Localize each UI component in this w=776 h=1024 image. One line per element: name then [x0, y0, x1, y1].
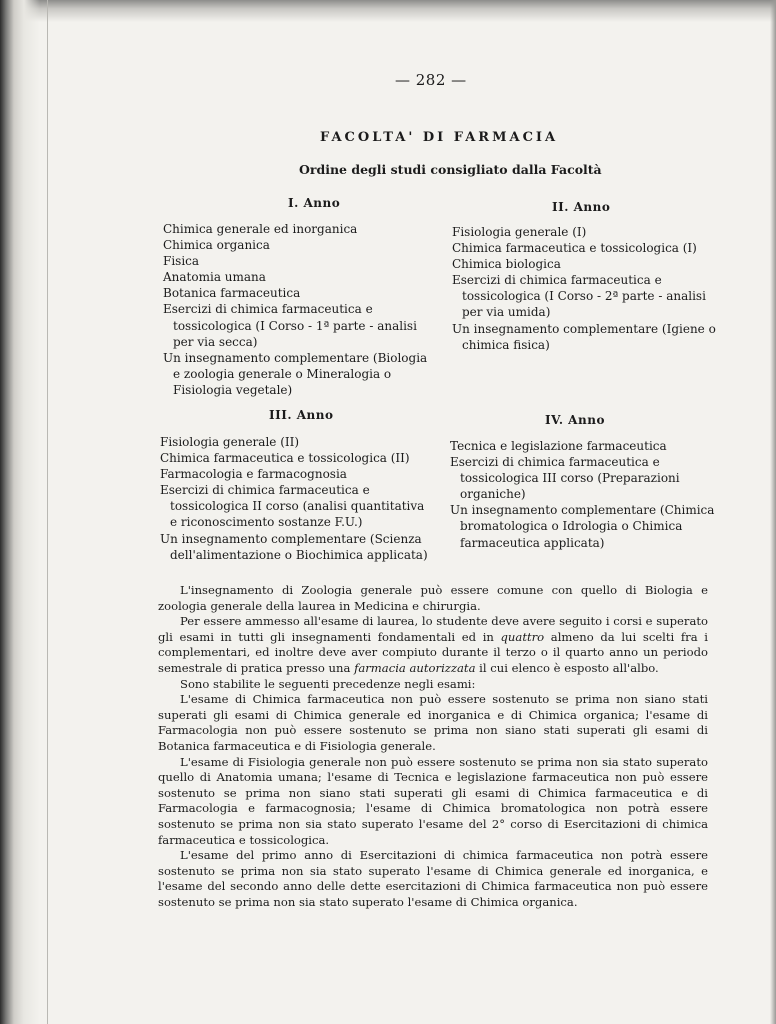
list-item: Un insegnamento complementare (Chimica bromatologica o Idrologia o Chimica farmaceutica applicata) [450, 503, 715, 550]
scan-top-edge [0, 0, 776, 22]
scan-margin-line [47, 0, 48, 1024]
year-3-heading: III. Anno [269, 408, 334, 422]
list-item: Un insegnamento complementare (Scienza dell'alimentazione o Biochimica applicata) [160, 531, 428, 562]
list-item: Fisiologia generale (II) [160, 435, 300, 449]
year-1-list [163, 221, 438, 398]
list-item: Chimica generale ed inorganica [163, 222, 358, 236]
year-4-list [450, 438, 718, 551]
list-item: Fisiologia generale (I) [452, 225, 587, 239]
regulations-text [158, 583, 708, 910]
faculty-title: FACOLTA' DI FARMACIA [320, 130, 559, 145]
list-item: Chimica farmaceutica e tossicologica (II) [160, 451, 410, 466]
year-4-heading: IV. Anno [545, 413, 605, 427]
scan-right-edge [770, 0, 776, 1024]
study-order-subtitle: Ordine degli studi consigliato dalla Facoltà [299, 162, 602, 177]
list-item: Anatomia umana [163, 270, 266, 285]
year-2-heading: II. Anno [552, 200, 611, 214]
list-item: Botanica farmaceutica [163, 286, 301, 301]
list-item: Fisica [163, 254, 200, 269]
paragraph-precedence-1: L'esame di Chimica farmaceutica non può essere sostenuto se prima non siano stati superati gli esami di Chimica generale ed inorganica e di Chimica organica; l'esame di Farmacologia non può essere sostenuto se prima non siano stati superati gli esami di Botanica farmaceutica e di Fisiologia generale. [158, 692, 708, 753]
year-1-heading: I. Anno [288, 196, 341, 210]
year-2-list [452, 224, 720, 353]
list-item: Farmacologia e farmacognosia [160, 467, 347, 482]
paragraph-precedence-2: L'esame di Fisiologia generale non può essere sostenuto se prima non sia stato superato quello di Anatomia umana; l'esame di Tecnica e legislazione farmaceutica non può essere sostenuto se prima non siano stati superati gli esami di Chimica farmaceutica e di Farmacologia e farmacognosia; l'esame di Chimica bromatologica non potrà essere sostenuto se prima non sia stato superato l'esame del 2° corso di Esercitazioni di chimica farmaceutica e tossicologica. [158, 754, 708, 847]
list-item: Chimica biologica [452, 257, 561, 272]
list-item: Esercizi di chimica farmaceutica e tossicologica (I Corso - 1ª parte - analisi per via secca) [163, 302, 417, 349]
list-item: Esercizi di chimica farmaceutica e tossicologica III corso (Preparazioni organiche) [450, 455, 680, 502]
list-item: Un insegnamento complementare (Igiene o chimica fisica) [452, 321, 716, 352]
paragraph-precedence-3: L'esame del primo anno di Esercitazioni di chimica farmaceutica non potrà essere sostenuto se prima non sia stato superato l'esame di Chimica generale ed inorganica, e l'esame del secondo anno delle dette esercitazioni di Chimica farmaceutica non può essere sostenuto se prima non sia stato superato l'esame di Chimica organica. [158, 848, 708, 909]
paragraph-degree-admission: Per essere ammesso all'esame di laurea, lo studente deve avere seguito i corsi e superato gli esami in tutti gli insegnamenti fondamentali ed in quattro almeno da lui scelti fra i complementari, ed inoltre deve aver compiuto durante il terzo o il quarto anno un periodo semestrale di pratica presso una farmacia autorizzata il cui elenco è esposto all'albo. [158, 614, 708, 675]
page-number: — 282 — [395, 71, 467, 89]
list-item: Esercizi di chimica farmaceutica e tossicologica II corso (analisi quantitativa e riconoscimento sostanze F.U.) [160, 483, 425, 530]
list-item: Un insegnamento complementare (Biologia e zoologia generale o Mineralogia o Fisiologia vegetale) [163, 350, 428, 397]
list-item: Chimica organica [163, 238, 270, 253]
year-3-list [160, 434, 435, 563]
paragraph-zoology: L'insegnamento di Zoologia generale può essere comune con quello di Biologia e zoologia generale della laurea in Medicina e chirurgia. [158, 583, 708, 613]
paragraph-precedence-intro: Sono stabilite le seguenti precedenze negli esami: [180, 676, 476, 691]
list-item: Esercizi di chimica farmaceutica e tossicologica (I Corso - 2ª parte - analisi per via umida) [452, 273, 706, 320]
list-item: Chimica farmaceutica e tossicologica (I) [452, 241, 697, 256]
list-item: Tecnica e legislazione farmaceutica [450, 439, 667, 453]
scan-binding-edge [0, 0, 40, 1024]
